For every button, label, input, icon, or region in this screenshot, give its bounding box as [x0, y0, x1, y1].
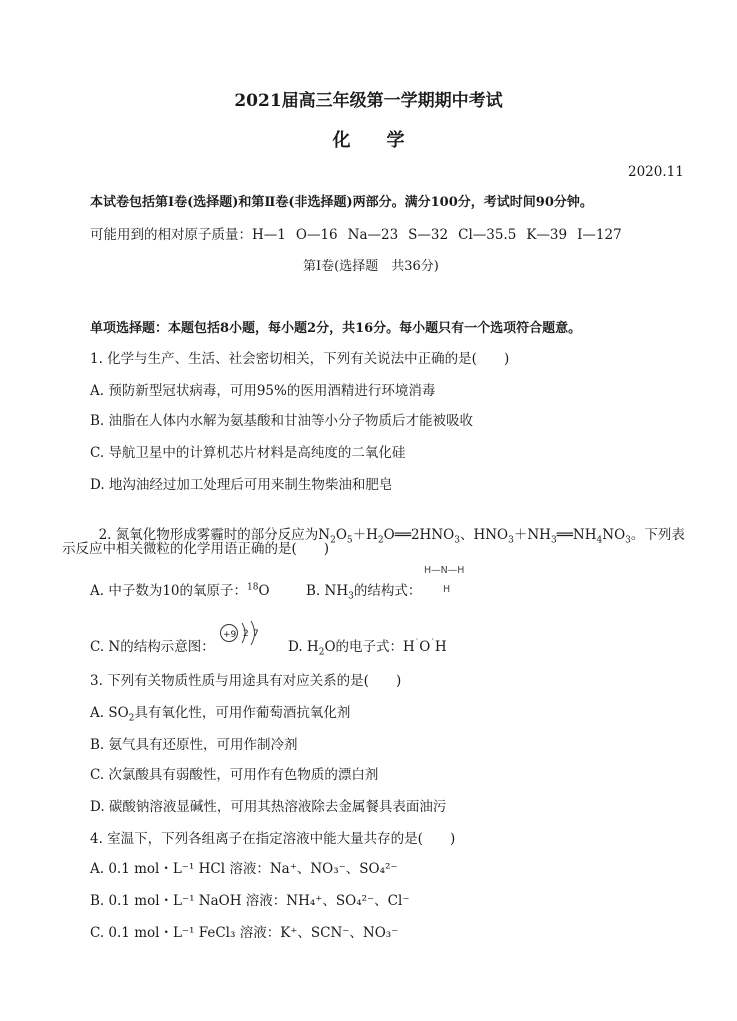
q2-a-text: A. 中子数为10的氧原子：	[90, 583, 248, 599]
q3-a-prefix: A. SO	[90, 705, 129, 721]
q2-subscript: 4	[596, 535, 603, 546]
part1-title: 第Ⅰ卷(选择题 共36分)	[303, 259, 439, 274]
q2-d-oxygen: O	[419, 639, 431, 655]
q2-stem-line1	[90, 508, 685, 544]
shell-2-count: 7	[253, 629, 259, 639]
q2-stem-part: NO	[602, 527, 626, 543]
q2-stem-part: 。下列表	[630, 527, 685, 543]
q3-option-c: C. 次氯酸具有弱酸性，可用作有色物质的漂白剂	[90, 767, 379, 783]
atom-h: H—1	[252, 227, 286, 243]
atom-o: O—16	[295, 227, 338, 243]
atom-na: Na—23	[347, 227, 399, 243]
electron-dot: ˙	[430, 638, 435, 649]
q2-stem-part: ＋NH	[513, 527, 551, 543]
nucleus-charge: +9	[223, 630, 237, 640]
q1-stem: 1. 化学与生产、生活、社会密切相关，下列有关说法中正确的是( )	[90, 351, 510, 367]
atom-i: I—127	[577, 227, 622, 243]
q2-subscript: 3	[508, 535, 514, 546]
q2-stem-part: 、HNO	[459, 527, 509, 543]
q2-option-b	[306, 582, 421, 600]
exam-title: 2021届高三年级第一学期期中考试	[234, 91, 503, 111]
q2-b-text: B. NH	[306, 583, 349, 599]
q2-stem-line2: 示反应中相关微粒的化学用语正确的是( )	[62, 541, 330, 557]
q2-a-element: O	[258, 583, 270, 599]
q3-option-b: B. 氨气具有还原性，可用作制冷剂	[90, 737, 298, 753]
q3-option-a	[90, 704, 350, 722]
atomic-mass-prefix: 可能用到的相对原子质量：	[90, 227, 252, 243]
q2-subscript: 3	[348, 591, 354, 602]
q2-d-text: D. H	[288, 639, 319, 655]
q2-subscript: 2	[377, 535, 384, 546]
q2-option-a	[90, 582, 270, 600]
q2-subscript: 3	[550, 535, 557, 546]
q2-d-hydrogen: H	[434, 639, 447, 655]
intro-line-1: 本试卷包括第Ⅰ卷(选择题)和第Ⅱ卷(非选择题)两部分。满分100分，考试时间90分钟。	[90, 195, 593, 210]
q1-option-a: A. 预防新型冠状病毒，可用95%的医用酒精进行环境消毒	[90, 383, 436, 399]
section-intro: 单项选择题：本题包括8小题，每小题2分，共16分。每小题只有一个选项符合题意。	[90, 321, 582, 336]
q2-subscript: 5	[346, 535, 353, 546]
q2-subscript: 3	[454, 535, 460, 546]
q1-option-c: C. 导航卫星中的计算机芯片材料是高纯度的二氧化硅	[90, 445, 406, 461]
q2-a-mass-number: 18	[247, 582, 259, 593]
subject-title: 化 学	[332, 130, 405, 151]
q4-stem: 4. 室温下，下列各组离子在指定溶液中能大量共存的是( )	[90, 831, 456, 847]
atom-structure-diagram	[218, 620, 268, 648]
q2-b-tail: 的结构式：	[353, 583, 422, 599]
q4-option-c: C. 0.1 mol・L⁻¹ FeCl₃ 溶液：K⁺、SCN⁻、NO₃⁻	[90, 925, 399, 941]
q2-subscript: 2	[330, 535, 336, 546]
q1-option-d: D. 地沟油经过加工处理后可用来制生物柴油和肥皂	[90, 477, 393, 493]
q2-stem-part: 2. 氮氧化物形成雾霾时的部分反应为N	[98, 527, 331, 543]
q2-stem-part: O	[335, 527, 347, 543]
q3-stem: 3. 下列有关物质性质与用途具有对应关系的是( )	[90, 673, 402, 689]
q3-a-rest: 具有氧化性，可用作葡萄酒抗氧化剂	[134, 705, 351, 721]
q2-stem-part: O══2HNO	[383, 527, 455, 543]
q2-option-c: C. N的结构示意图：	[90, 639, 215, 655]
atom-s: S—32	[408, 227, 449, 243]
q2-subscript: 3	[625, 535, 631, 546]
q3-option-d: D. 碳酸钠溶液显碱性，可用其热溶液除去金属餐具表面油污	[90, 799, 447, 815]
q4-option-b: B. 0.1 mol・L⁻¹ NaOH 溶液：NH₄⁺、SO₄²⁻、Cl⁻	[90, 893, 410, 909]
q2-d-tail: O的电子式：H	[324, 639, 415, 655]
electron-dot: ˙	[414, 638, 420, 649]
shell-1-count: 2	[243, 629, 249, 639]
q4-option-a: A. 0.1 mol・L⁻¹ HCl 溶液：Na⁺、NO₃⁻、SO₄²⁻	[90, 861, 398, 877]
q2-stem-part: ＋H	[352, 527, 378, 543]
nh3-structure-top: H—N—H	[424, 565, 465, 576]
q2-subscript: 2	[318, 647, 325, 658]
exam-date: 2020.11	[628, 164, 684, 180]
atom-cl: Cl—35.5	[458, 227, 517, 243]
atomic-mass-line	[90, 226, 622, 244]
q2-stem-part: ══NH	[556, 527, 597, 543]
q3-subscript: 2	[128, 713, 135, 724]
nh3-structure-bottom: H	[443, 584, 451, 595]
atom-k: K—39	[526, 227, 568, 243]
q2-option-d	[288, 638, 447, 656]
q1-option-b: B. 油脂在人体内水解为氨基酸和甘油等小分子物质后才能被吸收	[90, 413, 474, 429]
